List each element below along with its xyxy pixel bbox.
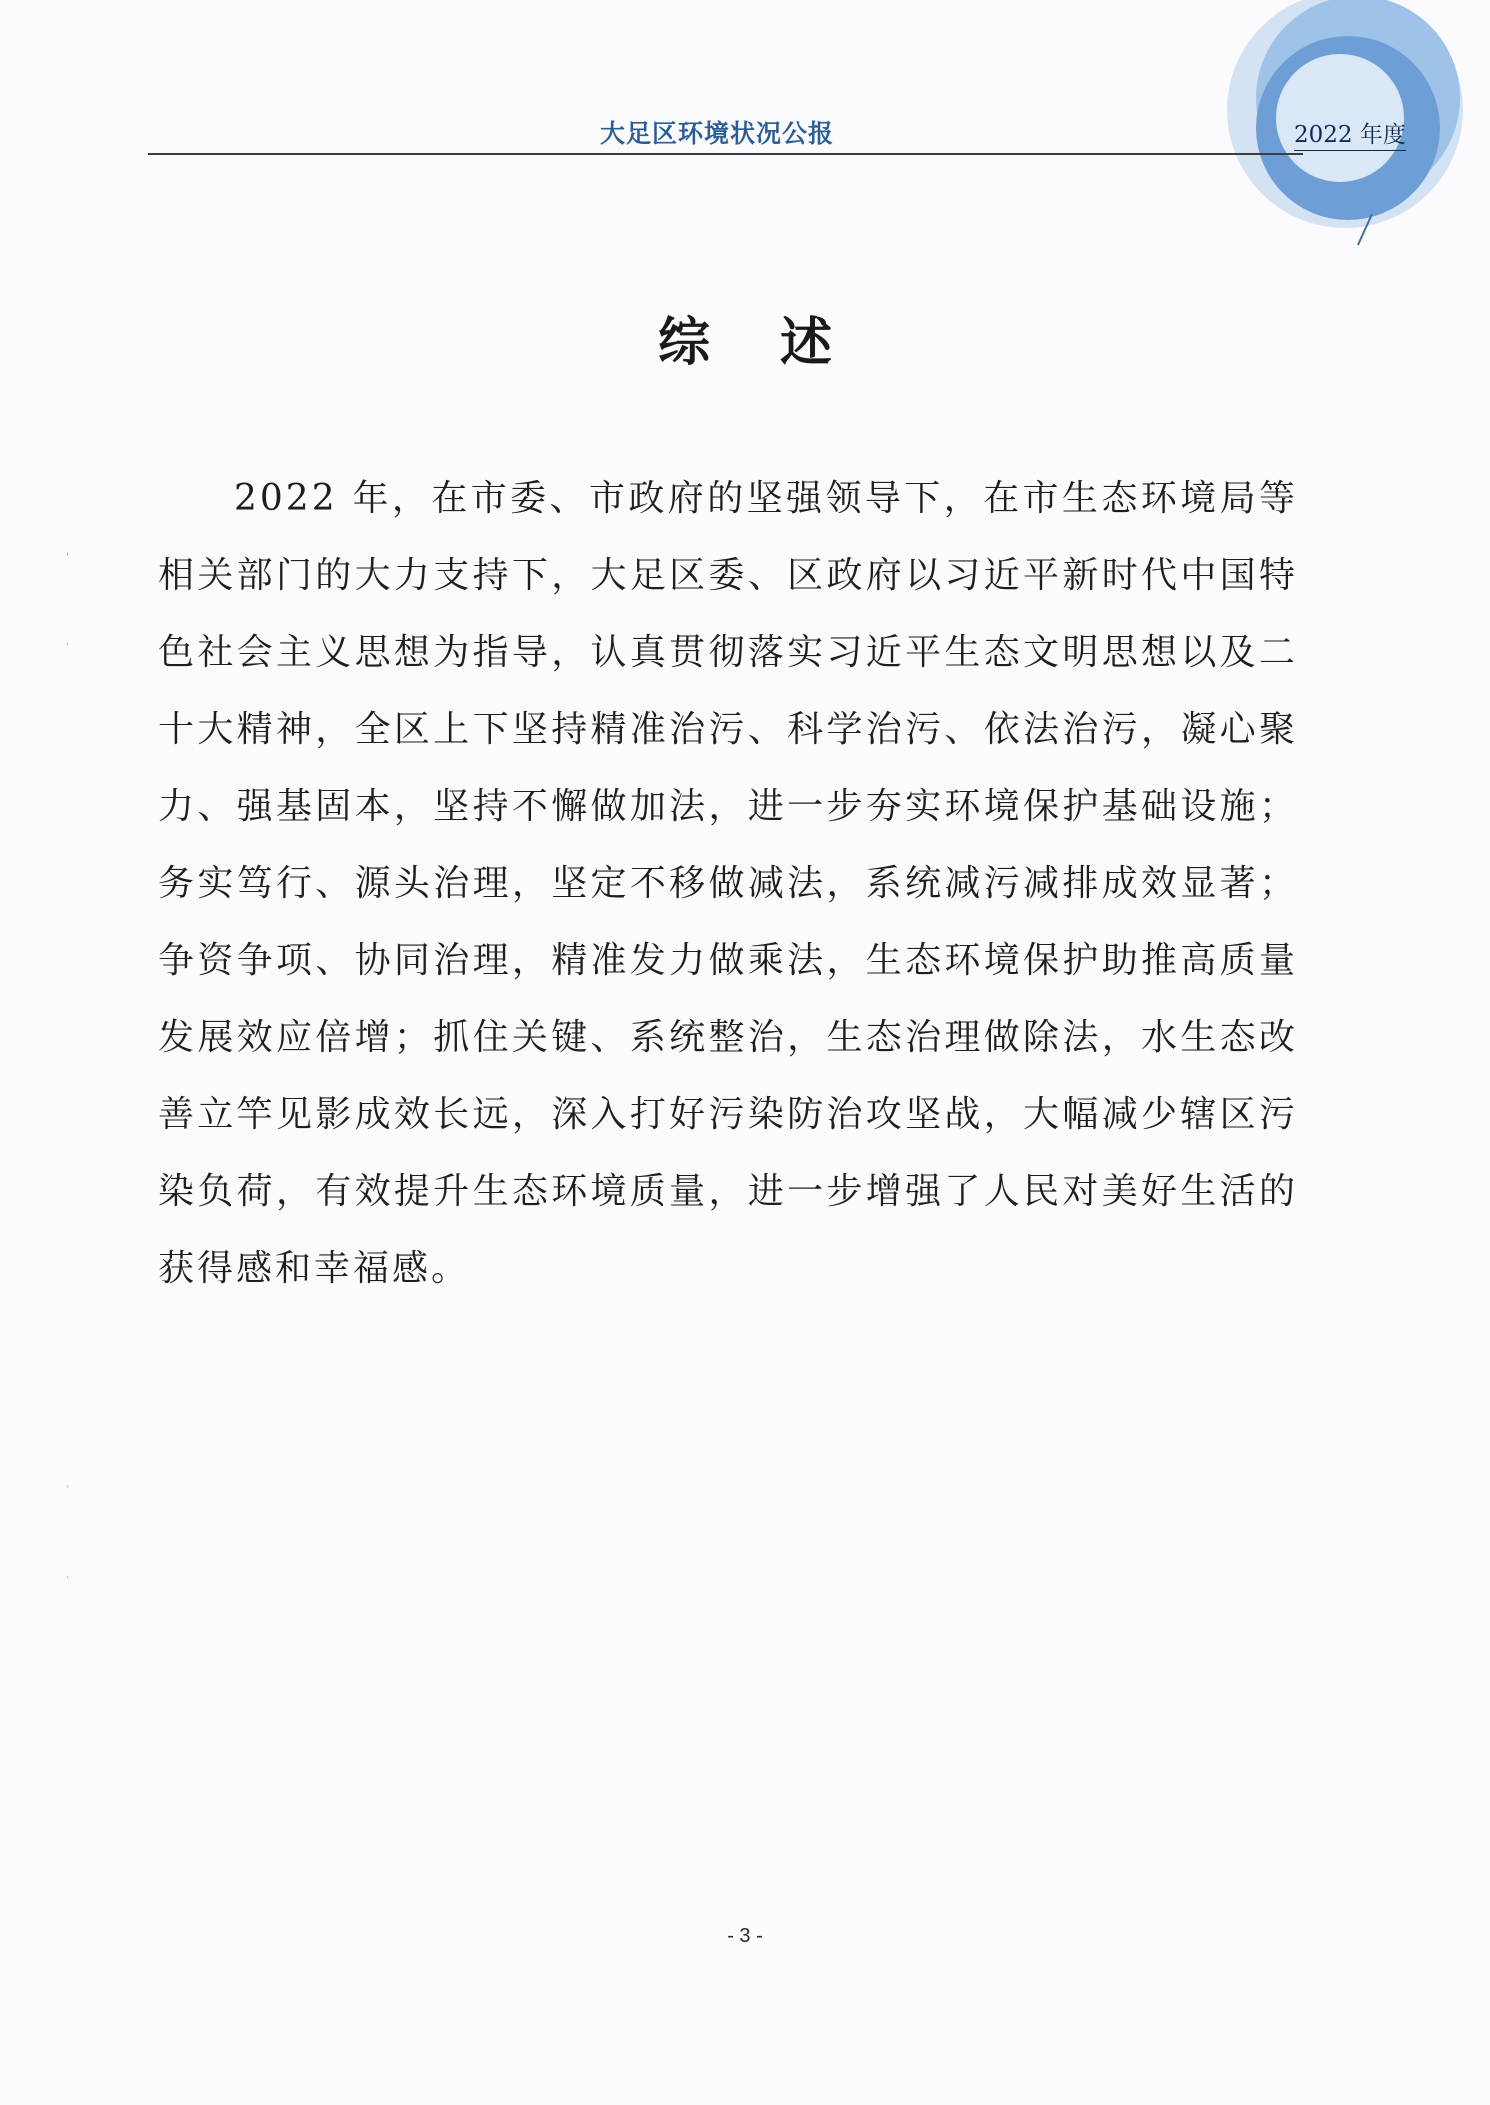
scan-mark: · (66, 1573, 70, 1584)
header-divider (148, 153, 1303, 155)
header-title: 大足区环境状况公报 (600, 119, 835, 148)
scan-mark: · (66, 640, 70, 651)
page-number: - 3 - (727, 1925, 763, 1947)
scan-mark: ' (66, 552, 69, 563)
body-paragraph: 2022 年，在市委、市政府的坚强领导下，在市生态环境局等相关部门的大力支持下，大足区委、区政府以习近平新时代中国特色社会主义思想为指导，认真贯彻落实习近平生态文明思想以及二十大精神，全区上下坚持精准治污、科学治污、依法治污，凝心聚力、强基固本，坚持不懈做加法，进一步夯实环境保护基础设施；务实笃行、源头治理，坚定不移做减法，系统减污减排成效显著；争资争项、协同治理，精准发力做乘法，生态环境保护助推高质量发展效应倍增；抓住关键、系统整治，生态治理做除法，水生态改善立竿见影成效长远，深入打好污染防治攻坚战，大幅减少辖区污染负荷，有效提升生态环境质量，进一步增强了人民对美好生活的获得感和幸福感。 (158, 478, 1298, 1289)
scan-mark: · (66, 1482, 70, 1493)
year-badge: 2022 年度 (1294, 116, 1406, 151)
page-title: 综 述 (657, 312, 859, 373)
